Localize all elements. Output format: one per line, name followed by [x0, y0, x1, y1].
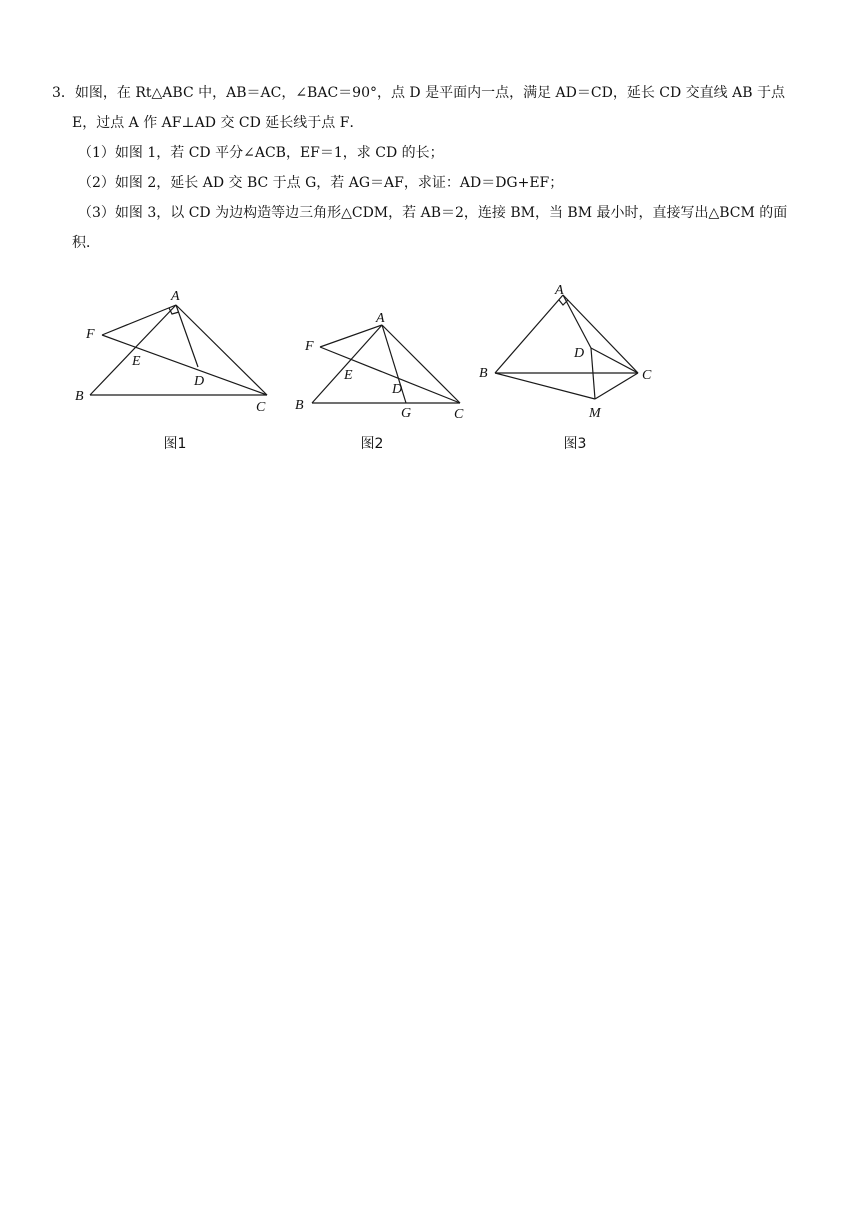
segment-dc: [591, 348, 638, 373]
label-f: F: [86, 327, 95, 342]
label-b: B: [479, 366, 488, 381]
segment-fc: [320, 347, 460, 403]
segment-ac: [563, 295, 638, 373]
label-b: B: [295, 398, 304, 413]
problem-part-3-continued: 积．: [72, 235, 100, 251]
segment-af: [102, 305, 176, 335]
segment-ad: [563, 295, 591, 348]
problem-line-2: E，过点 A 作 AF⊥AD 交 CD 延长线于点 F．: [72, 115, 364, 131]
segment-ad: [176, 305, 198, 367]
figure-2-diagram: [290, 305, 475, 425]
problem-line-1: 3．如图，在 Rt△ABC 中，AB＝AC，∠BAC＝90°，点 D 是平面内一点，满足 AD＝CD，延长 CD 交直线 AB 于点: [52, 85, 785, 101]
label-b: B: [75, 389, 84, 404]
figure-2: [290, 305, 475, 452]
label-d: D: [574, 346, 585, 361]
label-c: C: [256, 400, 266, 415]
segment-ab: [90, 305, 176, 395]
segment-ab: [495, 295, 563, 373]
label-d: D: [392, 382, 403, 397]
label-c: C: [454, 407, 464, 422]
problem-part-2: （2）如图 2，延长 AD 交 BC 于点 G，若 AG＝AF，求证：AD＝DG+EF；: [78, 175, 564, 191]
segment-ab: [312, 325, 382, 403]
label-a: A: [555, 283, 564, 298]
figure-1-diagram: [70, 285, 280, 420]
label-f: F: [305, 339, 314, 354]
figure-2-caption: 图2: [360, 436, 384, 452]
label-g: G: [401, 406, 412, 421]
figure-3-diagram: [475, 280, 670, 425]
label-a: A: [171, 289, 180, 304]
segment-cm: [595, 373, 638, 399]
segment-bm: [495, 373, 595, 399]
figure-1-caption: 图1: [163, 436, 187, 452]
label-m: M: [589, 406, 601, 421]
label-a: A: [376, 311, 385, 326]
label-e: E: [132, 354, 141, 369]
label-d: D: [194, 374, 205, 389]
segment-fc: [102, 335, 267, 395]
figure-3: [475, 280, 670, 452]
problem-part-1: （1）如图 1，若 CD 平分∠ACB，EF＝1，求 CD 的长；: [78, 145, 444, 161]
label-e: E: [344, 368, 353, 383]
problem-part-3: （3）如图 3，以 CD 为边构造等边三角形△CDM，若 AB＝2，连接 BM，当 BM 最小时，直接写出△BCM 的面: [78, 205, 788, 221]
segment-ac: [176, 305, 267, 395]
problem-text: [52, 78, 822, 258]
figure-3-caption: 图3: [563, 436, 587, 452]
figure-1: [70, 285, 280, 452]
label-c: C: [642, 368, 652, 383]
